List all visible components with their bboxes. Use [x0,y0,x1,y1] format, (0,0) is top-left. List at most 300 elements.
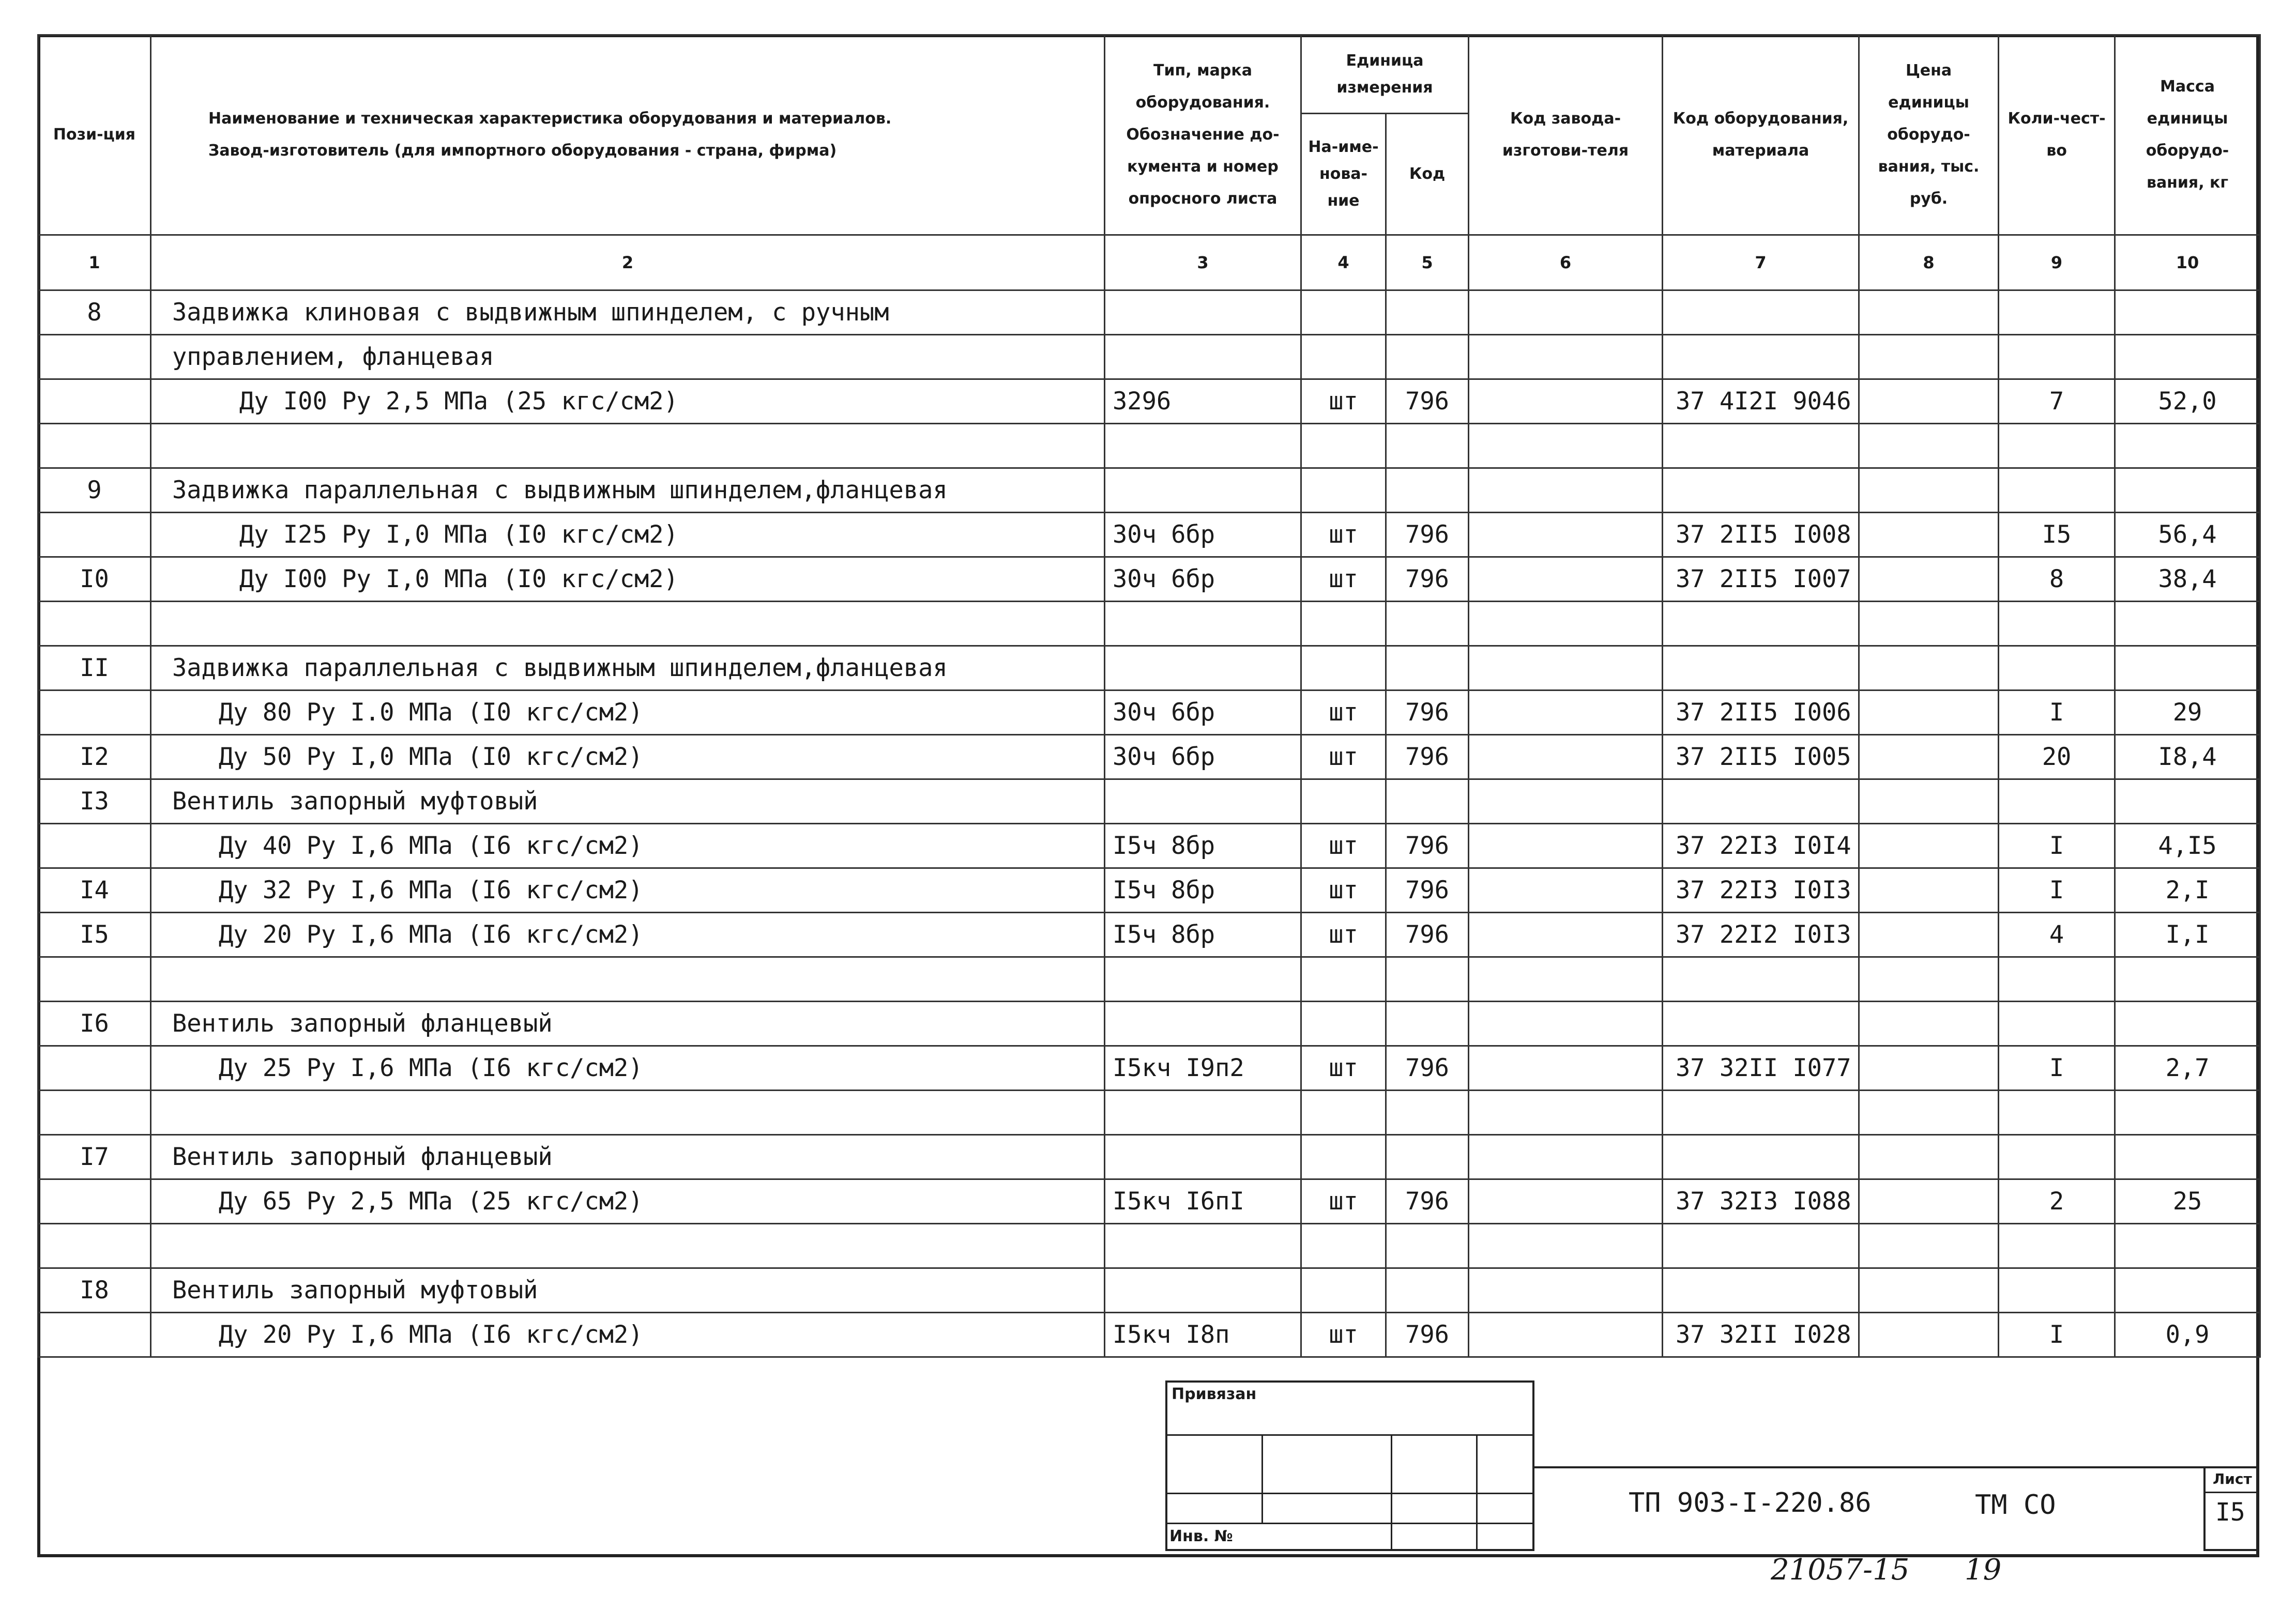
type-cell [1105,424,1301,468]
table-row [38,335,2260,379]
quantity-cell [1999,335,2115,379]
type-cell [1105,602,1301,646]
mass-cell [2115,1135,2260,1179]
unit-cell: шт [1301,1046,1386,1091]
name-cell: Ду 20 Ру I,6 МПа (I6 кгс/см2) [151,1313,1105,1357]
price-cell [1859,513,1999,557]
position-cell [38,691,151,735]
mass-cell: 25 [2115,1179,2260,1224]
name-cell: Ду 25 Ру I,6 МПа (I6 кгс/см2) [151,1046,1105,1091]
position-cell [38,824,151,868]
name-cell: Вентиль запорный муфтовый [151,779,1105,824]
price-cell [1859,824,1999,868]
table-row [38,513,2260,557]
position-cell [38,424,151,468]
unit-code-cell [1386,468,1469,513]
unit-code-cell [1386,335,1469,379]
equipment-code-cell [1663,1224,1859,1268]
name-cell [151,957,1105,1002]
plant-code-cell [1469,1135,1663,1179]
price-cell [1859,868,1999,913]
position-cell: I4 [38,868,151,913]
equipment-code-cell: 37 4I2I 9046 [1663,379,1859,424]
position-cell [38,1091,151,1135]
quantity-cell: I [1999,868,2115,913]
unit-code-cell [1386,290,1469,335]
equipment-code-cell [1663,424,1859,468]
plant-code-cell [1469,1313,1663,1357]
unit-code-cell: 796 [1386,1046,1469,1091]
mass-cell [2115,1091,2260,1135]
name-cell: Задвижка клиновая с выдвижным шпинделем, с ручным [151,290,1105,335]
mass-cell: 2,I [2115,868,2260,913]
quantity-cell [1999,957,2115,1002]
table-row [38,1268,2260,1313]
name-cell: Ду I00 Ру I,0 МПа (I0 кгс/см2) [151,557,1105,602]
unit-cell: шт [1301,1313,1386,1357]
name-cell: Вентиль запорный фланцевый [151,1002,1105,1046]
type-cell [1105,1224,1301,1268]
unit-code-cell: 796 [1386,824,1469,868]
unit-cell: шт [1301,691,1386,735]
name-cell: Ду 40 Ру I,6 МПа (I6 кгс/см2) [151,824,1105,868]
position-cell: I8 [38,1268,151,1313]
position-cell: II [38,646,151,691]
table-row [38,1224,2260,1268]
price-cell [1859,646,1999,691]
plant-code-cell [1469,379,1663,424]
unit-cell [1301,468,1386,513]
sheet-box-divider [2203,1492,2259,1493]
type-cell [1105,290,1301,335]
equipment-code-cell [1663,1091,1859,1135]
equipment-code-cell: 37 2II5 I006 [1663,691,1859,735]
price-cell [1859,1268,1999,1313]
mass-cell [2115,646,2260,691]
unit-code-cell [1386,957,1469,1002]
price-cell [1859,691,1999,735]
plant-code-cell [1469,779,1663,824]
mass-cell [2115,468,2260,513]
quantity-cell: 8 [1999,557,2115,602]
quantity-cell [1999,290,2115,335]
table-row [38,1179,2260,1224]
unit-cell: шт [1301,513,1386,557]
header-unit-code: Код [1386,114,1469,235]
quantity-cell [1999,602,2115,646]
type-cell [1105,646,1301,691]
equipment-code-cell: 37 2II5 I005 [1663,735,1859,779]
table-row [38,1046,2260,1091]
plant-code-cell [1469,290,1663,335]
unit-code-cell: 796 [1386,513,1469,557]
sheet-label: Лист [2213,1470,2252,1487]
table-row [38,1002,2260,1046]
equipment-code-cell [1663,602,1859,646]
mass-cell [2115,957,2260,1002]
type-cell: I5ч 8бр [1105,913,1301,957]
unit-cell [1301,602,1386,646]
quantity-cell [1999,468,2115,513]
quantity-cell [1999,1002,2115,1046]
quantity-cell [1999,424,2115,468]
unit-cell [1301,1224,1386,1268]
position-cell: I6 [38,1002,151,1046]
quantity-cell: I5 [1999,513,2115,557]
equipment-code-cell [1663,1268,1859,1313]
name-cell: Ду I25 Ру I,0 МПа (I0 кгс/см2) [151,513,1105,557]
unit-cell [1301,290,1386,335]
mass-cell: 52,0 [2115,379,2260,424]
unit-code-cell [1386,424,1469,468]
plant-code-cell [1469,646,1663,691]
unit-cell: шт [1301,557,1386,602]
unit-code-cell [1386,1091,1469,1135]
equipment-code-cell: 37 22I3 I0I3 [1663,868,1859,913]
plant-code-cell [1469,1091,1663,1135]
mass-cell: 56,4 [2115,513,2260,557]
table-row [38,957,2260,1002]
price-cell [1859,290,1999,335]
mass-cell [2115,290,2260,335]
unit-cell: шт [1301,824,1386,868]
table-row [38,1135,2260,1179]
equipment-code-cell: 37 32II I077 [1663,1046,1859,1091]
header-unit-group: Единица измерения [1301,35,1469,114]
header-position: Пози-ция [38,35,151,235]
position-cell [38,1313,151,1357]
quantity-cell: 7 [1999,379,2115,424]
binding-stamp-divider [1165,1434,1534,1436]
table-row [38,602,2260,646]
quantity-cell [1999,1135,2115,1179]
mass-cell: I,I [2115,913,2260,957]
unit-code-cell: 796 [1386,1313,1469,1357]
mass-cell: 4,I5 [2115,824,2260,868]
equipment-code-cell [1663,1135,1859,1179]
price-cell [1859,602,1999,646]
price-cell [1859,735,1999,779]
unit-cell: шт [1301,379,1386,424]
type-cell [1105,1002,1301,1046]
table-row [38,1313,2260,1357]
price-cell [1859,1224,1999,1268]
plant-code-cell [1469,824,1663,868]
header-plant-code: Код завода-изготови-теля [1469,35,1663,235]
type-cell: I5ч 8бр [1105,868,1301,913]
quantity-cell: I [1999,824,2115,868]
plant-code-cell [1469,691,1663,735]
quantity-cell [1999,1268,2115,1313]
header-mass: Масса единицы оборудо-вания, кг [2115,35,2260,235]
type-cell: 3296 [1105,379,1301,424]
inventory-label: Инв. № [1169,1527,1233,1545]
mass-cell [2115,602,2260,646]
header-name [151,35,1105,235]
name-cell: Ду 65 Ру 2,5 МПа (25 кгс/см2) [151,1179,1105,1224]
position-cell [38,335,151,379]
page-count: 19 [1965,1553,2002,1587]
unit-cell [1301,1002,1386,1046]
unit-cell: шт [1301,913,1386,957]
column-number: 8 [1859,235,1999,290]
header-price: Цена единицы оборудо-вания, тыс. руб. [1859,35,1999,235]
unit-cell [1301,424,1386,468]
unit-cell [1301,1135,1386,1179]
equipment-code-cell: 37 2II5 I007 [1663,557,1859,602]
table-row [38,646,2260,691]
quantity-cell [1999,1224,2115,1268]
binding-stamp-divider [1261,1434,1263,1523]
name-cell: Вентиль запорный фланцевый [151,1135,1105,1179]
type-cell: I5кч I9п2 [1105,1046,1301,1091]
unit-cell: шт [1301,868,1386,913]
quantity-cell: 4 [1999,913,2115,957]
position-cell [38,513,151,557]
column-number: 2 [151,235,1105,290]
price-cell [1859,335,1999,379]
mass-cell [2115,1268,2260,1313]
table-row [38,824,2260,868]
position-cell: I2 [38,735,151,779]
name-cell: управлением, фланцевая [151,335,1105,379]
equipment-code-cell [1663,335,1859,379]
unit-cell [1301,335,1386,379]
unit-code-cell: 796 [1386,735,1469,779]
mass-cell [2115,424,2260,468]
type-cell: 30ч 6бр [1105,557,1301,602]
price-cell [1859,1046,1999,1091]
price-cell [1859,379,1999,424]
name-cell: Ду 80 Ру I.0 МПа (I0 кгс/см2) [151,691,1105,735]
type-cell [1105,957,1301,1002]
quantity-cell [1999,1091,2115,1135]
equipment-code-cell [1663,1002,1859,1046]
mass-cell: 29 [2115,691,2260,735]
position-cell: 8 [38,290,151,335]
header-unit-name: На-име-нова-ние [1301,114,1386,235]
column-numbers-row [38,235,2260,290]
name-cell: Ду I00 Ру 2,5 МПа (25 кгс/см2) [151,379,1105,424]
plant-code-cell [1469,468,1663,513]
price-cell [1859,1091,1999,1135]
specification-table [37,34,2261,1358]
mass-cell [2115,1002,2260,1046]
unit-code-cell: 796 [1386,1179,1469,1224]
unit-code-cell [1386,1268,1469,1313]
unit-code-cell [1386,1135,1469,1179]
mass-cell: 38,4 [2115,557,2260,602]
position-cell [38,1224,151,1268]
price-cell [1859,1179,1999,1224]
name-cell [151,424,1105,468]
equipment-code-cell: 37 22I3 I0I4 [1663,824,1859,868]
type-cell: I5ч 8бр [1105,824,1301,868]
column-number: 3 [1105,235,1301,290]
name-cell: Вентиль запорный муфтовый [151,1268,1105,1313]
title-block-top-line [1534,1466,2259,1468]
price-cell [1859,1002,1999,1046]
plant-code-cell [1469,1002,1663,1046]
equipment-code-cell: 37 32I3 I088 [1663,1179,1859,1224]
position-cell: I0 [38,557,151,602]
unit-code-cell: 796 [1386,379,1469,424]
price-cell [1859,779,1999,824]
quantity-cell: I [1999,1046,2115,1091]
sheet-number: I5 [2215,1498,2245,1527]
binding-stamp [1165,1380,1534,1551]
position-cell [38,379,151,424]
position-cell [38,957,151,1002]
price-cell [1859,1135,1999,1179]
unit-code-cell: 796 [1386,913,1469,957]
equipment-code-cell [1663,646,1859,691]
column-number: 4 [1301,235,1386,290]
name-cell [151,1091,1105,1135]
unit-cell [1301,646,1386,691]
table-row [38,290,2260,335]
quantity-cell: I [1999,1313,2115,1357]
equipment-code-cell: 37 32II I028 [1663,1313,1859,1357]
table-row [38,691,2260,735]
table-row [38,735,2260,779]
quantity-cell: I [1999,691,2115,735]
document-code: ТП 903-I-220.86 [1629,1487,1872,1518]
plant-code-cell [1469,1179,1663,1224]
type-cell [1105,1268,1301,1313]
mass-cell: 2,7 [2115,1046,2260,1091]
quantity-cell: 2 [1999,1179,2115,1224]
column-number: 10 [2115,235,2260,290]
equipment-code-cell [1663,290,1859,335]
table-row [38,868,2260,913]
unit-cell: шт [1301,735,1386,779]
column-number: 5 [1386,235,1469,290]
position-cell [38,602,151,646]
quantity-cell [1999,779,2115,824]
type-cell: I5кч I8п [1105,1313,1301,1357]
table-row [38,468,2260,513]
table-row [38,779,2260,824]
price-cell [1859,468,1999,513]
equipment-code-cell [1663,468,1859,513]
position-cell [38,1046,151,1091]
name-cell [151,1224,1105,1268]
type-cell [1105,468,1301,513]
position-cell [38,1179,151,1224]
unit-code-cell [1386,646,1469,691]
plant-code-cell [1469,513,1663,557]
mass-cell: 0,9 [2115,1313,2260,1357]
quantity-cell [1999,646,2115,691]
column-number: 6 [1469,235,1663,290]
name-cell: Задвижка параллельная с выдвижным шпинделем,фланцевая [151,468,1105,513]
document-section: ТМ СО [1975,1490,2056,1521]
equipment-code-cell: 37 2II5 I008 [1663,513,1859,557]
unit-cell: шт [1301,1179,1386,1224]
header-name-line2: Завод-изготовитель (для импортного оборудования - страна, фирма) [208,142,837,160]
plant-code-cell [1469,957,1663,1002]
mass-cell [2115,1224,2260,1268]
binding-stamp-divider [1165,1523,1534,1524]
mass-cell [2115,779,2260,824]
unit-cell [1301,1091,1386,1135]
type-cell: I5кч I6пI [1105,1179,1301,1224]
plant-code-cell [1469,1224,1663,1268]
binding-stamp-divider [1476,1434,1478,1551]
table-row [38,913,2260,957]
table-row [38,1091,2260,1135]
plant-code-cell [1469,735,1663,779]
unit-code-cell: 796 [1386,691,1469,735]
unit-cell [1301,779,1386,824]
unit-cell [1301,957,1386,1002]
plant-code-cell [1469,913,1663,957]
unit-code-cell: 796 [1386,557,1469,602]
position-cell: I5 [38,913,151,957]
binding-stamp-divider [1165,1493,1534,1494]
type-cell [1105,335,1301,379]
plant-code-cell [1469,1046,1663,1091]
header-type: Тип, марка оборудования. Обозначение до-кумента и номер опросного листа [1105,35,1301,235]
price-cell [1859,913,1999,957]
name-cell: Задвижка параллельная с выдвижным шпинделем,фланцевая [151,646,1105,691]
column-number: 7 [1663,235,1859,290]
header-equipment-code: Код оборудования, материала [1663,35,1859,235]
name-cell: Ду 20 Ру I,6 МПа (I6 кгс/см2) [151,913,1105,957]
type-cell: 30ч 6бр [1105,691,1301,735]
column-number: 9 [1999,235,2115,290]
type-cell [1105,779,1301,824]
position-cell: 9 [38,468,151,513]
type-cell [1105,1135,1301,1179]
archive-number: 21057-15 [1771,1553,1910,1587]
plant-code-cell [1469,335,1663,379]
equipment-code-cell: 37 22I2 I0I3 [1663,913,1859,957]
header-name-line1: Наименование и техническая характеристика оборудования и материалов. [208,110,892,128]
equipment-code-cell [1663,779,1859,824]
position-cell: I7 [38,1135,151,1179]
name-cell: Ду 32 Ру I,6 МПа (I6 кгс/см2) [151,868,1105,913]
price-cell [1859,557,1999,602]
equipment-code-cell [1663,957,1859,1002]
table-row [38,424,2260,468]
column-number: 1 [38,235,151,290]
mass-cell [2115,335,2260,379]
name-cell [151,602,1105,646]
unit-code-cell: 796 [1386,868,1469,913]
unit-code-cell [1386,779,1469,824]
type-cell: 30ч 6бр [1105,513,1301,557]
plant-code-cell [1469,557,1663,602]
position-cell: I3 [38,779,151,824]
plant-code-cell [1469,1268,1663,1313]
price-cell [1859,1313,1999,1357]
unit-cell [1301,1268,1386,1313]
unit-code-cell [1386,602,1469,646]
price-cell [1859,957,1999,1002]
plant-code-cell [1469,868,1663,913]
quantity-cell: 20 [1999,735,2115,779]
table-row [38,557,2260,602]
type-cell: 30ч 6бр [1105,735,1301,779]
name-cell: Ду 50 Ру I,0 МПа (I0 кгс/см2) [151,735,1105,779]
table-row [38,379,2260,424]
header-quantity: Коли-чест-во [1999,35,2115,235]
unit-code-cell [1386,1224,1469,1268]
binding-stamp-divider [1391,1434,1392,1551]
plant-code-cell [1469,602,1663,646]
